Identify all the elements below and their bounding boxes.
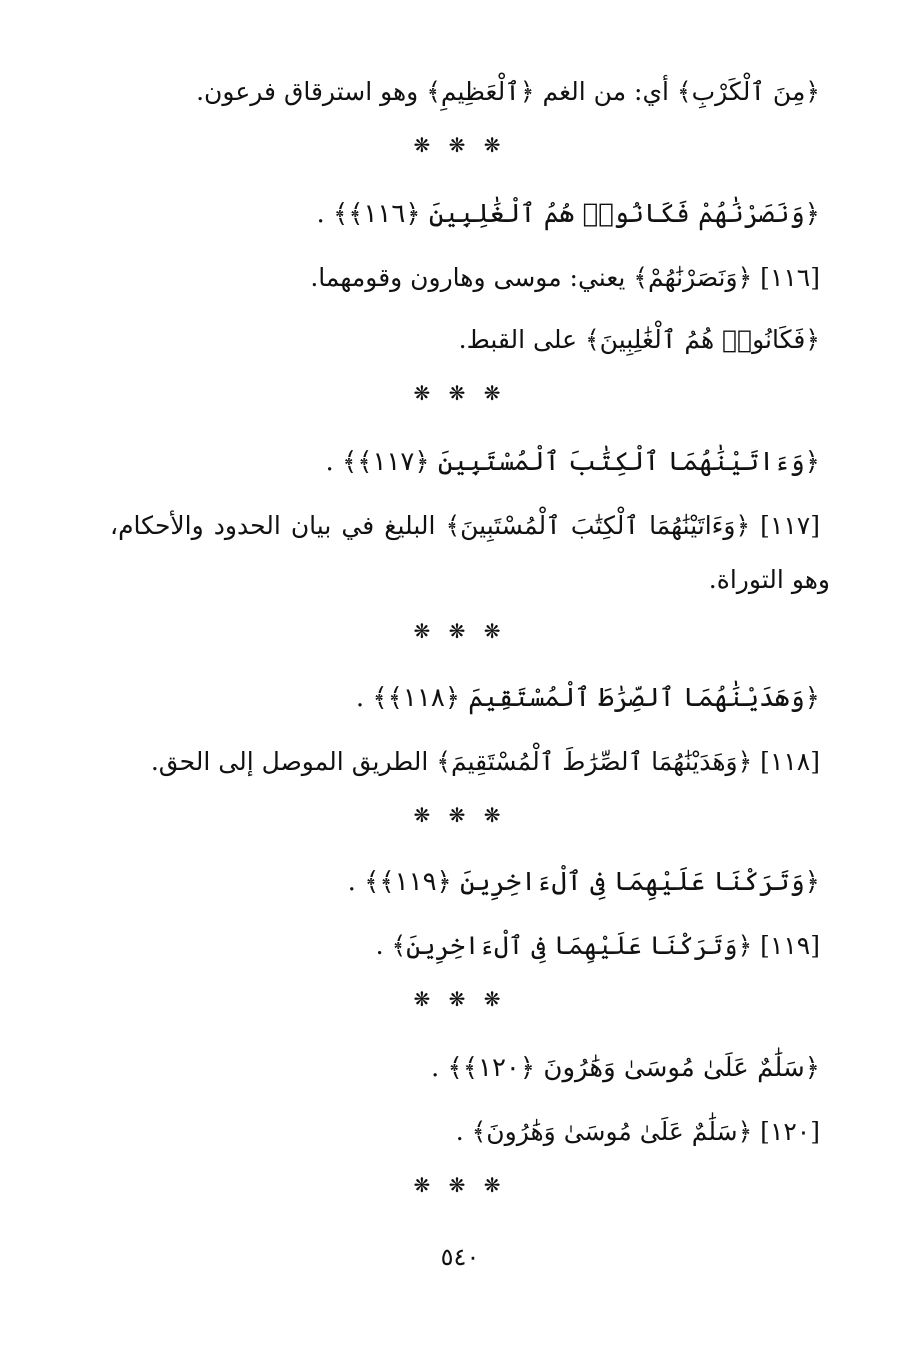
commentary-line: [١١٨] ﴿وَهَدَيْنَٰهُمَا ٱلصِّرَٰطَ ٱلْمُسْتَقِيمَ﴾ الطريق الموصل إلى الحق. [150, 747, 820, 776]
commentary-line: [١١٩] ﴿وَتَرَكْنَا عَلَيْهِمَا فِى ٱلْءَاخِرِينَ﴾ . [375, 931, 820, 960]
section-separator: ❋ ❋ ❋ [413, 803, 507, 827]
text-line: ﴿مِنَ ٱلْكَرْبِ﴾ أي: من الغم ﴿ٱلْعَظِيمِ﴾ وهو استرقاق فرعون. [196, 77, 820, 106]
section-separator: ❋ ❋ ❋ [413, 1173, 507, 1197]
page-number: ٥٤٠ [440, 1243, 480, 1271]
commentary-line: وهو التوراة. [708, 565, 830, 594]
commentary-line: [١٢٠] ﴿سَلَٰمٌ عَلَىٰ مُوسَىٰ وَهَٰرُونَ﴾ . [455, 1117, 820, 1146]
verse-line: ﴿وَءَاتَيْنَٰهُمَا ٱلْكِتَٰبَ ٱلْمُسْتَبِينَ ﴿١١٧﴾﴾ . [325, 447, 820, 477]
section-separator: ❋ ❋ ❋ [413, 133, 507, 157]
commentary-line: [١١٧] ﴿وَءَاتَيْنَٰهُمَا ٱلْكِتَٰبَ ٱلْمُسْتَبِينَ﴾ البليغ في بيان الحدود والأحكام، [110, 511, 820, 540]
verse-line: ﴿سَلَٰمٌ عَلَىٰ مُوسَىٰ وَهَٰرُونَ ﴿١٢٠﴾﴾ . [431, 1053, 820, 1083]
verse-line: ﴿وَهَدَيْنَٰهُمَا ٱلصِّرَٰطَ ٱلْمُسْتَقِيمَ ﴿١١٨﴾﴾ . [355, 683, 820, 713]
verse-line: ﴿وَتَرَكْنَا عَلَيْهِمَا فِى ٱلْءَاخِرِينَ ﴿١١٩﴾﴾ . [347, 867, 820, 897]
section-separator: ❋ ❋ ❋ [413, 619, 507, 643]
commentary-line: ﴿فَكَانُوا۟ هُمُ ٱلْغَٰلِبِينَ﴾ على القبط. [458, 325, 820, 354]
section-separator: ❋ ❋ ❋ [413, 381, 507, 405]
section-separator: ❋ ❋ ❋ [413, 987, 507, 1011]
commentary-line: [١١٦] ﴿وَنَصَرْنَٰهُمْ﴾ يعني: موسى وهارون وقومهما. [310, 263, 820, 292]
verse-line: ﴿وَنَصَرْنَٰهُمْ فَكَانُوا۟ هُمُ ٱلْغَٰلِبِينَ ﴿١١٦﴾﴾ . [316, 199, 820, 229]
